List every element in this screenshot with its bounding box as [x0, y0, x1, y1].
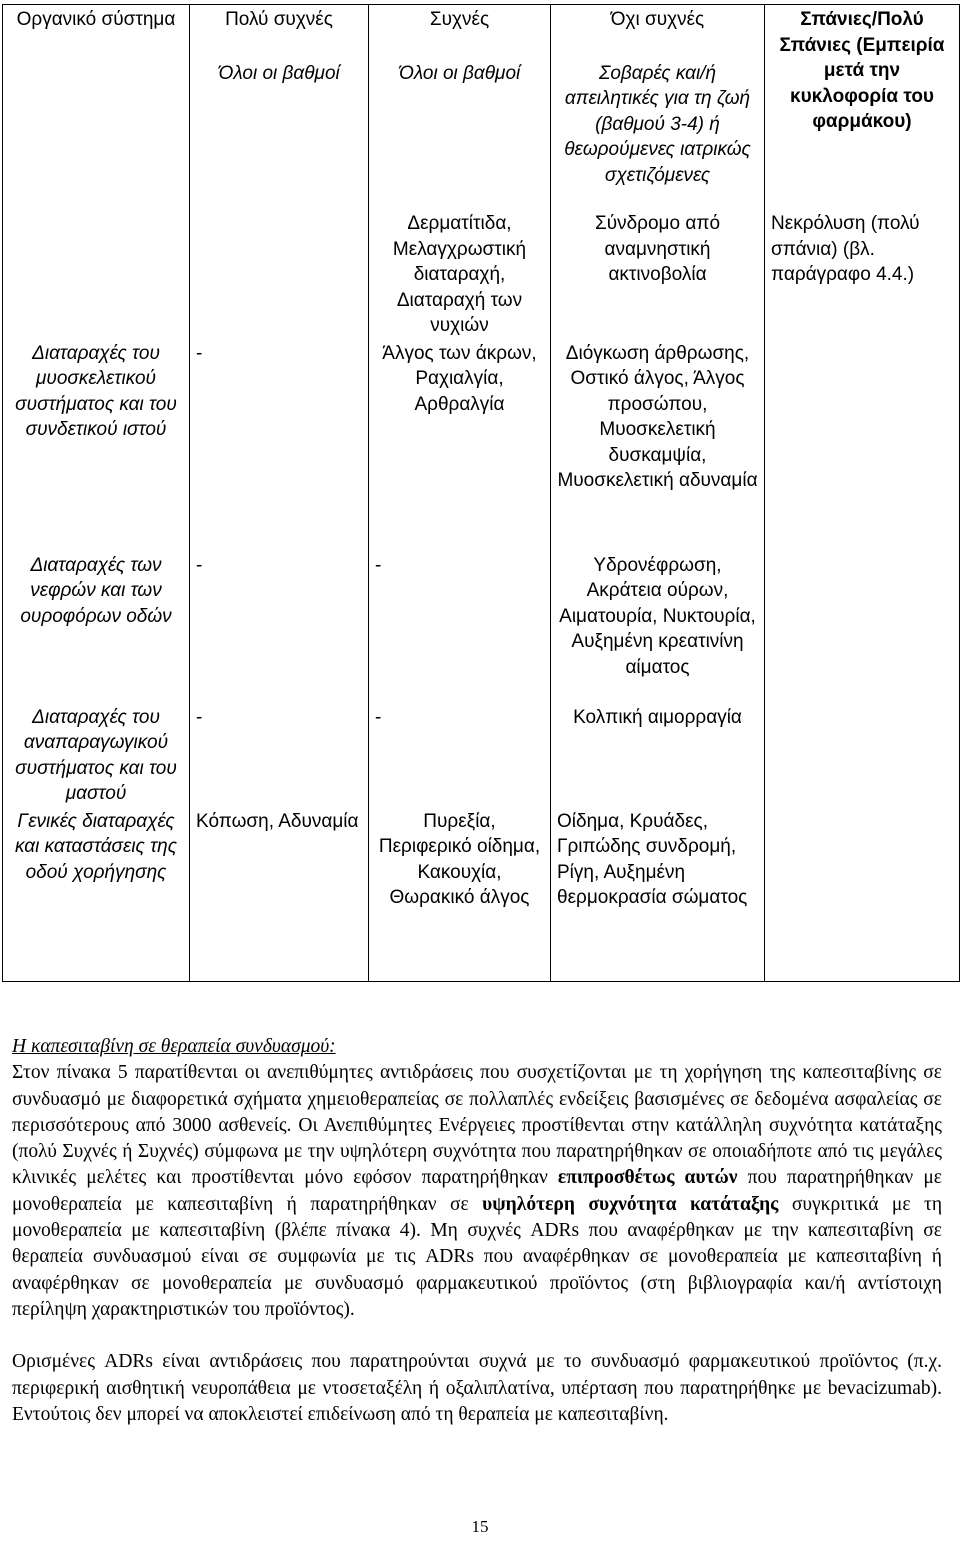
- cell-rare: [765, 703, 960, 807]
- table-row: [3, 807, 960, 982]
- cell-uncommon: Σύνδρομο από αναμνηστική ακτινοβολία: [551, 209, 765, 339]
- cell-uncommon: Κολπική αιμορραγία: [551, 703, 765, 807]
- cell-common: Δερματίτιδα, Μελαγχρωστική διαταραχή, Διαταραχή των νυχιών: [369, 209, 551, 339]
- header-organ-system: Οργανικό σύστημα: [3, 5, 190, 210]
- header-rare: Σπάνιες/Πολύ Σπάνιες (Εμπειρία μετά την κυκλοφορία του φαρμάκου): [765, 5, 960, 210]
- header-very-common: Πολύ συχνές Όλοι οι βαθμοί: [190, 5, 369, 210]
- table-row: [3, 209, 960, 339]
- body-text: [12, 1034, 942, 1428]
- cell-common: Πυρεξία, Περιφερικό οίδημα, Κακουχία, Θωρακικό άλγος: [369, 807, 551, 982]
- table-row: [3, 551, 960, 703]
- subheading: Η καπεσιταβίνη σε θεραπεία συνδυασμού:: [12, 1036, 336, 1057]
- cell-organ: Διαταραχές του μυοσκελετικού συστήματος και του συνδετικού ιστού: [3, 339, 190, 551]
- cell-organ: Διαταραχές του αναπαραγωγικού συστήματος και του μαστού: [3, 703, 190, 807]
- cell-uncommon: Υδρονέφρωση, Ακράτεια ούρων, Αιματουρία, Νυκτουρία, Αυξημένη κρεατινίνη αίματος: [551, 551, 765, 703]
- cell-rare: Νεκρόλυση (πολύ σπάνια) (βλ. παράγραφο 4.4.): [765, 209, 960, 339]
- cell-very-common: -: [190, 551, 369, 703]
- cell-very-common: -: [190, 339, 369, 551]
- table-row: [3, 703, 960, 807]
- cell-rare: [765, 807, 960, 982]
- cell-uncommon: Διόγκωση άρθρωσης, Οστικό άλγος, Άλγος προσώπου, Μυοσκελετική δυσκαμψία, Μυοσκελετική αδυναμία: [551, 339, 765, 551]
- table-header-row: [3, 5, 960, 210]
- cell-very-common: -: [190, 703, 369, 807]
- cell-organ: Γενικές διαταραχές και καταστάσεις της οδού χορήγησης: [3, 807, 190, 982]
- cell-uncommon: Οίδημα, Κρυάδες, Γριπώδης συνδρομή, Ρίγη, Αυξημένη θερμοκρασία σώματος: [551, 807, 765, 982]
- page-number: 15: [471, 1517, 489, 1536]
- cell-common: -: [369, 551, 551, 703]
- header-common: Συχνές Όλοι οι βαθμοί: [369, 5, 551, 210]
- cell-rare: [765, 339, 960, 551]
- cell-very-common: [190, 209, 369, 339]
- cell-common: -: [369, 703, 551, 807]
- paragraph-2: Ορισμένες ADRs είναι αντιδράσεις που παρατηρούνται συχνά με το συνδυασμό φαρμακευτικού προϊόντος (π.χ. περιφερική αισθητική νευροπάθεια με ντοσεταξέλη ή οξαλιπλατίνα, υπέρταση που παρατηρήθηκε με bevacizumab). Εντούτοις δεν μπορεί να αποκλειστεί επιδείνωση από τη θεραπεία με καπεσιταβίνη.: [12, 1351, 942, 1425]
- header-uncommon: Όχι συχνές Σοβαρές και/ή απειλητικές για τη ζωή (βαθμού 3-4) ή θεωρούμενες ιατρικώς σχετιζόμενες: [551, 5, 765, 210]
- cell-organ: Διαταραχές των νεφρών και των ουροφόρων οδών: [3, 551, 190, 703]
- cell-common: Άλγος των άκρων, Ραχιαλγία, Αρθραλγία: [369, 339, 551, 551]
- adverse-reactions-table: [2, 4, 960, 982]
- table-row: [3, 339, 960, 551]
- cell-organ: [3, 209, 190, 339]
- paragraph-1: Στον πίνακα 5 παρατίθενται οι ανεπιθύμητες αντιδράσεις που συσχετίζονται με τη χορήγηση της καπεσιταβίνης σε συνδυασμό με διαφορετικά σχήματα χημειοθεραπείας σε πολλαπλές ενδείξεις βασισμένες σε δεδομένα ασφαλείας σε περισσότερους από 3000 ασθενείς. Οι Ανεπιθύμητες Ενέργειες προστίθενται στην κατάλληλη συχνότητα κατάταξης (πολύ Συχνές ή Συχνές) σύμφωνα με την υψηλότερη συχνότητα που παρατηρήθηκαν σε οποιαδήποτε από τις μεγάλες κλινικές μελέτες και προστίθενται μόνο εφόσον παρατηρήθηκαν επιπροσθέτως αυτών που παρατηρήθηκαν με μονοθεραπεία με καπεσιταβίνη ή παρατηρήθηκαν σε υψηλότερη συχνότητα κατάταξης συγκριτικά με τη μονοθεραπεία με καπεσιταβίνη (βλέπε πίνακα 4). Μη συχνές ADRs που αναφέρθηκαν με την καπεσιταβίνη σε θεραπεία συνδυασμού είναι σε συμφωνία με τις ADRs που αναφέρθηκαν σε μονοθεραπεία με καπεσιταβίνη ή αναφέρθηκαν σε μονοθεραπεία με συνδυασμό φαρμακευτικού προϊόντος (στη βιβλιογραφία και/ή αντίστοιχη περίληψη χαρακτηριστικών του προϊόντος).: [12, 1062, 943, 1320]
- cell-rare: [765, 551, 960, 703]
- cell-very-common: Κόπωση, Αδυναμία: [190, 807, 369, 982]
